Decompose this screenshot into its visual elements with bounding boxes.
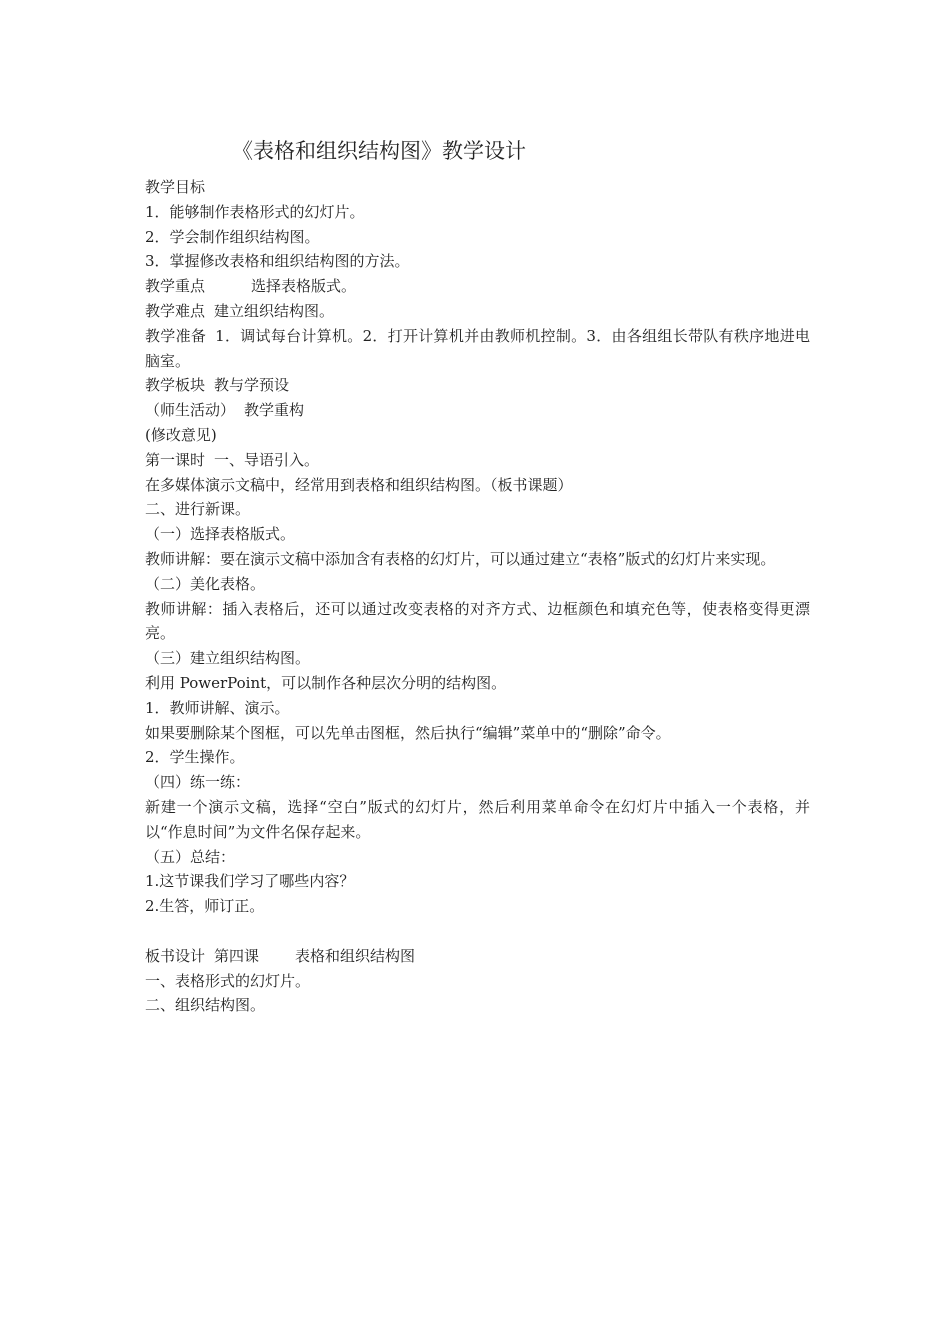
difficulty-label: 教学难点 — [145, 301, 206, 320]
objective-item: 2．学会制作组织结构图。 — [145, 227, 320, 246]
board-item: 二、组织结构图。 — [145, 996, 266, 1015]
summary-item: 2.生答，师订正。 — [145, 897, 265, 916]
module-text: 教与学预设 — [214, 376, 290, 395]
key-point-text: 选择表格版式。 — [251, 277, 357, 296]
objective-item: 3．掌握修改表格和组织结构图的方法。 — [145, 252, 410, 271]
new-lesson-heading: 二、进行新课。 — [145, 500, 251, 519]
board-topic: 表格和组织结构图 — [295, 946, 416, 965]
module-label: 教学板块 — [145, 376, 206, 395]
lesson-label: 第一课时 — [145, 450, 206, 469]
section-3-step-2: 2．学生操作。 — [145, 748, 245, 767]
document-body — [145, 175, 810, 1018]
section-1-text: 教师讲解：要在演示文稿中添加含有表格的幻灯片，可以通过建立“表格”版式的幻灯片来实现。 — [145, 549, 776, 568]
objective-item: 1．能够制作表格形式的幻灯片。 — [145, 202, 365, 221]
objectives-heading: 教学目标 — [145, 178, 206, 196]
difficulty-text: 建立组织结构图。 — [214, 301, 335, 320]
board-lesson: 第四课 — [214, 946, 260, 965]
section-3-title: （三）建立组织结构图。 — [145, 649, 311, 668]
summary-item: 1.这节课我们学习了哪些内容？ — [145, 872, 355, 891]
activity-label: （师生活动） — [145, 401, 236, 420]
section-5-title: （五）总结： — [145, 847, 236, 866]
section-2-title: （二）美化表格。 — [145, 574, 266, 593]
section-3-text: 利用 PowerPoint，可以制作各种层次分明的结构图。 — [145, 673, 507, 692]
section-2-text: 教师讲解：插入表格后，还可以通过改变表格的对齐方式、边框颜色和填充色等，使表格变得更漂亮。 — [145, 599, 810, 643]
lesson-line — [145, 448, 810, 473]
blank-line — [145, 919, 810, 944]
module-line — [145, 373, 810, 398]
section-3-step-1: 1．教师讲解、演示。 — [145, 698, 290, 717]
section-1-title: （一）选择表格版式。 — [145, 525, 296, 544]
activity-text: 教学重构 — [244, 401, 305, 420]
document-title: 《表格和组织结构图》教学设计 — [232, 139, 526, 163]
section-4-title: （四）练一练： — [145, 773, 251, 792]
key-point-line — [145, 274, 810, 299]
key-point-label: 教学重点 — [145, 277, 206, 296]
revision-note: (修改意见) — [145, 425, 217, 444]
activity-line — [145, 398, 810, 423]
lesson-text: 一、导语引入。 — [214, 450, 320, 469]
preparation-text: 1．调试每台计算机。2．打开计算机并由教师机控制。3．由各组组长带队有秩序地进电脑室。 — [145, 326, 810, 370]
preparation-paragraph — [145, 324, 810, 374]
board-design-line — [145, 944, 810, 969]
board-label: 板书设计 — [145, 946, 206, 965]
section-3-step-1-text: 如果要删除某个图框，可以先单击图框，然后执行“编辑”菜单中的“删除”命令。 — [145, 723, 671, 742]
section-4-text: 新建一个演示文稿，选择“空白”版式的幻灯片，然后利用菜单命令在幻灯片中插入一个表格，并以“作息时间”为文件名保存起来。 — [145, 797, 810, 841]
difficulty-line — [145, 299, 810, 324]
board-item: 一、表格形式的幻灯片。 — [145, 971, 311, 990]
preparation-label: 教学准备 — [145, 326, 207, 345]
intro-paragraph: 在多媒体演示文稿中，经常用到表格和组织结构图。（板书课题） — [145, 475, 573, 494]
